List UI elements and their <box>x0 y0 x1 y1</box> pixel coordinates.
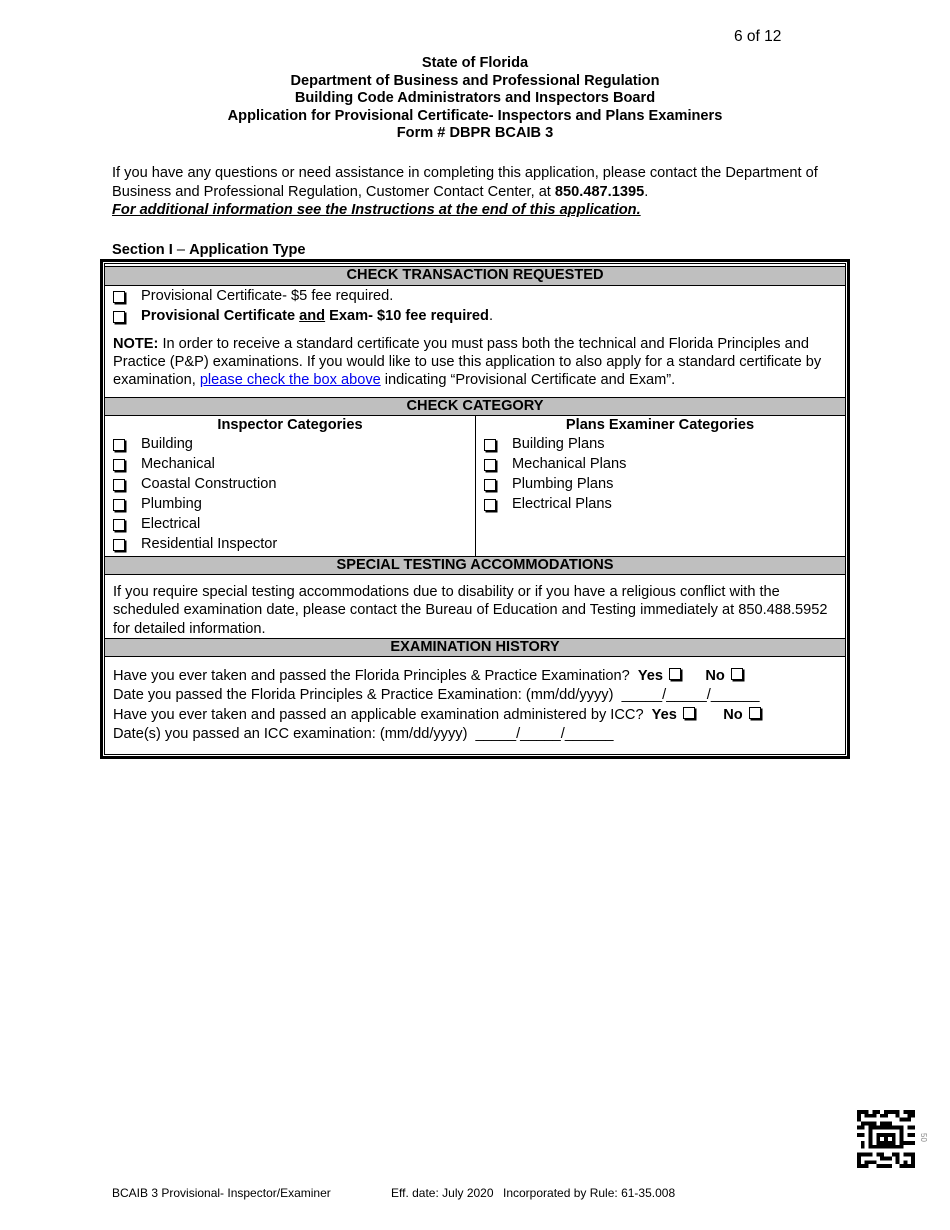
transaction-heading: CHECK TRANSACTION REQUESTED <box>105 266 845 286</box>
option-label-and: and <box>299 308 326 324</box>
q3-text: Have you ever taken and passed an applicable examination administered by ICC? <box>113 706 644 723</box>
option-label: Provisional Certificate- $5 fee required. <box>141 288 394 304</box>
q4-text: Date(s) you passed an ICC examination: (mm/dd/yyyy) <box>113 725 468 742</box>
category-label: Coastal Construction <box>141 476 277 492</box>
header-application-title: Application for Provisional Certificate- Inspectors and Plans Examiners <box>227 107 723 124</box>
option-label-part1: Provisional Certificate <box>141 308 300 324</box>
checkbox-icon[interactable] <box>113 311 125 323</box>
transaction-note <box>113 335 839 390</box>
q3-no-checkbox[interactable] <box>749 707 761 719</box>
q1-text: Have you ever taken and passed the Florida Principles & Practice Examination? <box>113 668 630 684</box>
footer-form: BCAIB 3 Provisional- Inspector/Examiner <box>112 1186 331 1200</box>
checkbox-icon[interactable] <box>484 439 496 451</box>
checkbox-icon[interactable] <box>113 539 125 551</box>
header-state: State of Florida <box>421 55 529 71</box>
additional-info: For additional information see the Instructions at the end of this application. <box>112 202 641 218</box>
category-label: Building <box>141 436 193 452</box>
footer-effective-date: Eff. date: July 2020 <box>391 1186 494 1200</box>
icc-date-field[interactable]: _____/_____/______ <box>475 725 614 742</box>
form-header <box>0 55 950 143</box>
intro-period: . <box>644 183 649 200</box>
q3-yes-label: Yes <box>651 706 677 723</box>
header-form-number: Form # DBPR BCAIB 3 <box>396 125 554 142</box>
checkbox-icon[interactable] <box>113 439 125 451</box>
checkbox-icon[interactable] <box>484 479 496 491</box>
intro-paragraph <box>112 164 832 220</box>
category-label: Building Plans <box>512 436 605 452</box>
q1-yes-label: Yes <box>637 668 664 684</box>
option-label-end: . <box>488 308 494 324</box>
category-label: Mechanical Plans <box>512 456 627 472</box>
qr-number: 50 <box>919 1133 928 1142</box>
section-title <box>112 242 306 258</box>
section-name: Application Type <box>189 242 306 258</box>
category-label: Mechanical <box>141 456 215 472</box>
history-q4 <box>113 725 839 744</box>
history-q2 <box>113 686 839 705</box>
inspector-categories-heading: Inspector Categories <box>217 417 363 433</box>
checkbox-icon[interactable] <box>484 459 496 471</box>
note-end: indicating “Provisional Certificate and Exam”. <box>380 372 676 389</box>
category-label: Plumbing Plans <box>512 476 614 492</box>
section-dash: – <box>172 242 190 258</box>
option-label-part2: Exam- $10 fee required <box>325 308 489 324</box>
intro-text: If you have any questions or need assistance in completing this application, please contact the Department of Business and Professional Regulation, Customer Contact Center, at <box>112 165 818 200</box>
q1-yes-checkbox[interactable] <box>669 668 681 680</box>
q3-no-label: No <box>723 706 743 723</box>
option-label <box>141 308 493 324</box>
checkbox-icon[interactable] <box>113 291 125 303</box>
checkbox-icon[interactable] <box>113 479 125 491</box>
q2-text: Date you passed the Florida Principles & Practice Examination: (mm/dd/yyyy) <box>113 687 614 704</box>
header-board: Building Code Administrators and Inspectors Board <box>294 90 656 107</box>
history-q1 <box>113 667 839 686</box>
column-divider <box>475 415 476 556</box>
note-text: In order to receive a standard certificate you must pass both the technical and Florida Principles and Practice (P&P) examinations. If you would like to use this application to also apply for a standard certificate by examination, <box>113 336 822 389</box>
form-box <box>104 263 846 755</box>
q3-yes-checkbox[interactable] <box>683 707 695 719</box>
category-label: Plumbing <box>141 496 202 512</box>
footer-rule: Incorporated by Rule: 61-35.008 <box>503 1186 676 1200</box>
history-q3 <box>113 706 839 725</box>
checkbox-icon[interactable] <box>113 459 125 471</box>
category-label: Electrical Plans <box>512 496 612 512</box>
checkbox-icon[interactable] <box>484 499 496 511</box>
q1-no-label: No <box>705 668 725 684</box>
qr-code <box>856 1110 916 1168</box>
category-label: Residential Inspector <box>141 536 278 552</box>
category-heading: CHECK CATEGORY <box>105 397 845 416</box>
plans-examiner-categories-heading: Plans Examiner Categories <box>565 417 755 433</box>
exam-history <box>113 667 839 744</box>
contact-phone: 850.487.1395 <box>554 183 645 200</box>
checkbox-icon[interactable] <box>113 519 125 531</box>
section-label: Section I <box>112 242 173 258</box>
checkbox-icon[interactable] <box>113 499 125 511</box>
p-and-p-date-field[interactable]: _____/_____/______ <box>621 687 760 704</box>
header-department: Department of Business and Professional Regulation <box>290 72 660 89</box>
history-heading: EXAMINATION HISTORY <box>105 638 845 657</box>
q1-no-checkbox[interactable] <box>731 668 743 680</box>
special-heading: SPECIAL TESTING ACCOMMODATIONS <box>105 556 845 575</box>
note-link[interactable]: please check the box above <box>199 372 381 389</box>
page-number: 6 of 12 <box>734 28 782 45</box>
category-label: Electrical <box>141 516 201 532</box>
note-label: NOTE: <box>113 336 159 352</box>
special-accommodations-text: If you require special testing accommodations due to disability or if you have a religious conflict with the scheduled examination date, please contact the Bureau of Education and Testing immediately at 850.488.5952 for detailed information. <box>113 584 828 637</box>
